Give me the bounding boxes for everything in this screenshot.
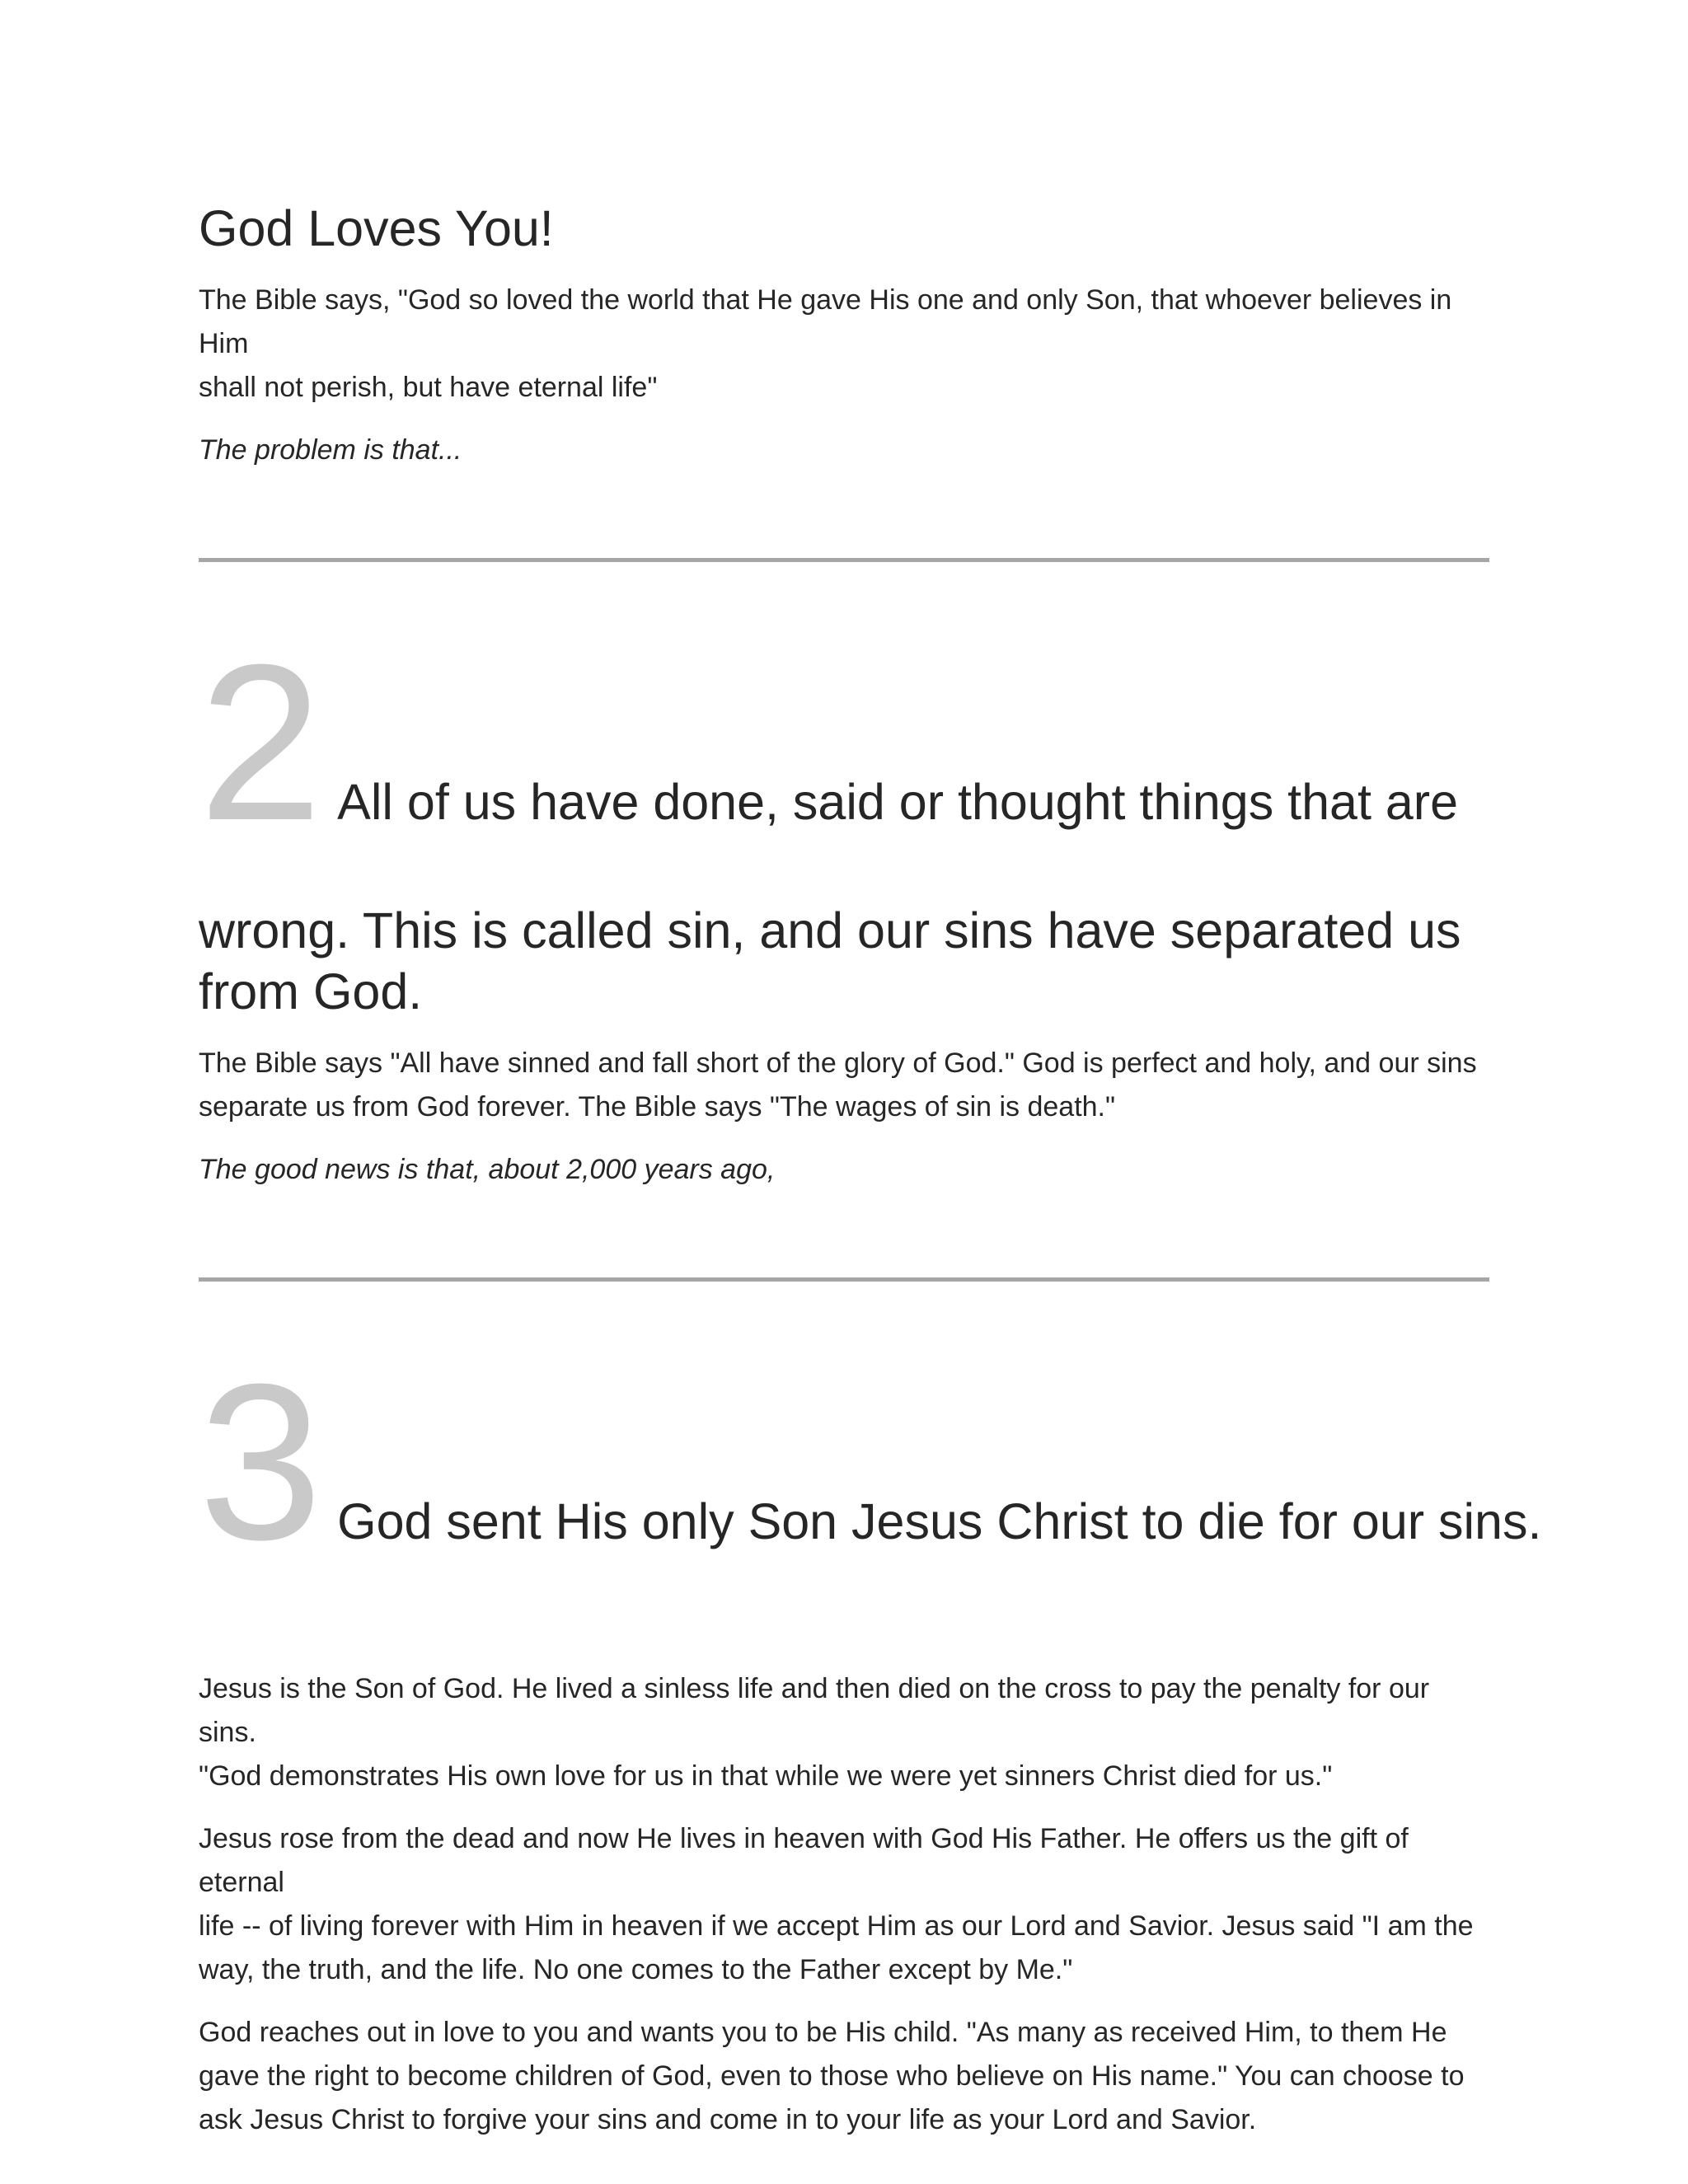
section-title: God Loves You! [199, 200, 554, 256]
section-sin [199, 562, 1489, 1282]
body-line: The Bible says "All have sinned and fall short of the glory of God." God is perfect and holy, and our sins [199, 1047, 1477, 1079]
body-line: ask Jesus Christ to forgive your sins and come in to your life as your Lord and Savior. [199, 2104, 1257, 2135]
section-heading [199, 1282, 1542, 1618]
body-line: gave the right to become children of God, even to those who believe on His name." You can choose to [199, 2060, 1465, 2092]
body-paragraph [199, 1817, 1489, 1992]
body-paragraph [199, 1042, 1489, 1129]
body-line: "God demonstrates His own love for us in that while we were yet sinners Christ died for us." [199, 1760, 1333, 1792]
heading-line: All of us have done, said or thought things that are [337, 774, 1459, 830]
section-heading [199, 562, 1489, 1022]
body-line: separate us from God forever. The Bible says "The wages of sin is death." [199, 1091, 1116, 1122]
body-paragraph [199, 2011, 1489, 2142]
body-paragraph [199, 1667, 1489, 1798]
section-number: 3 [199, 1338, 320, 1586]
body-line: Jesus is the Son of God. He lived a sinless life and then died on the cross to pay the penalty for our sins. [199, 1673, 1430, 1748]
body-line: The Bible says, "God so loved the world that He gave His one and only Son, that whoever believes in Him [199, 284, 1452, 359]
body-line: God reaches out in love to you and wants you to be His child. "As many as received Him, to them He [199, 2017, 1447, 2048]
transition-text: The problem is that... [199, 434, 462, 466]
body-paragraph [199, 279, 1489, 410]
heading-line: God sent His only Son Jesus Christ to die for our sins. [337, 1493, 1542, 1549]
document-page [199, 0, 1542, 2142]
heading-line: from God. [199, 963, 423, 1019]
section-number: 2 [199, 619, 320, 867]
body-line: Jesus rose from the dead and now He lives in heaven with God His Father. He offers us the gift of eternal [199, 1823, 1409, 1898]
section-god-loves-you [199, 0, 1489, 562]
transition-text: The good news is that, about 2,000 years ago, [199, 1154, 776, 1185]
body-line: shall not perish, but have eternal life" [199, 372, 658, 403]
section-jesus-christ [199, 1282, 1542, 2142]
heading-line: wrong. This is called sin, and our sins have separated us [199, 902, 1461, 958]
body-line: life -- of living forever with Him in heaven if we accept Him as our Lord and Savior. Jesus said "I am the [199, 1910, 1474, 1942]
body-line: way, the truth, and the life. No one comes to the Father except by Me." [199, 1954, 1073, 1985]
